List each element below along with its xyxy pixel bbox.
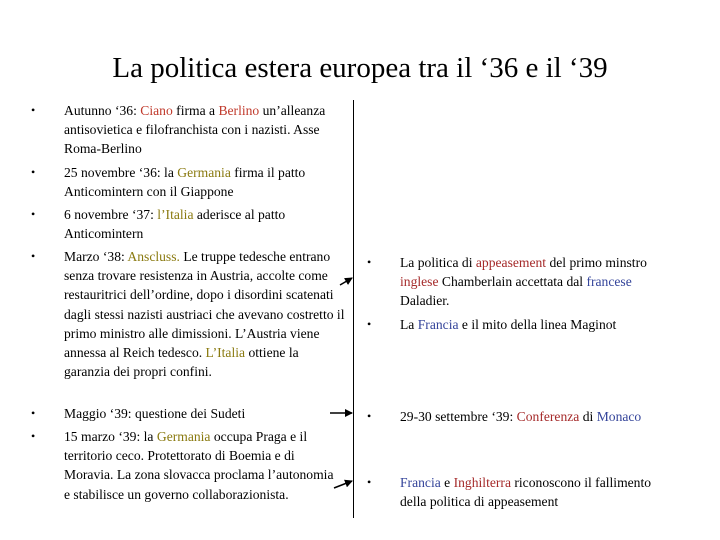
text-segment: Autunno ‘36:: [64, 103, 141, 118]
right-item-text: [400, 409, 641, 424]
text-segment: di: [579, 409, 597, 424]
right-item-text: [400, 255, 647, 308]
text-segment: riconoscono il fallimento della politica di appeasement: [400, 475, 652, 510]
bullet-marker: •: [367, 255, 372, 269]
highlighted-term: L’Italia: [205, 345, 246, 361]
arrow-praga: [334, 481, 352, 488]
text-segment: La: [400, 317, 418, 332]
right-item: [367, 253, 662, 311]
text-segment: aderisce al patto Anticomintern: [64, 207, 286, 242]
text-segment: firma il patto Anticomintern con il Giappone: [64, 165, 306, 200]
text-segment: un’alleanza antisovietica e filofranchista con i nazisti. Asse Roma-Berlino: [64, 103, 326, 157]
text-segment: 25 novembre ‘36: la: [64, 165, 178, 180]
highlighted-term: Conferenza: [516, 409, 580, 424]
bullet-marker: •: [31, 165, 36, 179]
highlighted-term: Germania: [156, 429, 211, 444]
right-item-text: [400, 317, 616, 332]
bullet-marker: •: [31, 207, 36, 221]
text-segment: Maggio ‘39: questione dei Sudeti: [64, 406, 246, 421]
text-segment: firma a: [172, 103, 219, 118]
highlighted-term: Germania: [177, 165, 231, 180]
bullet-marker: •: [31, 249, 36, 263]
slide-title: La politica estera europea tra il ‘36 e il ‘39: [112, 52, 608, 84]
text-segment: Chamberlain accettata dal: [438, 274, 587, 290]
text-segment: 6 novembre ‘37:: [64, 207, 158, 222]
text-segment: 29-30 settembre ‘39:: [400, 409, 517, 424]
text-segment: Daladier.: [400, 293, 450, 309]
highlighted-term: l’Italia: [157, 207, 194, 222]
right-item: [367, 473, 670, 511]
text-segment: occupa Praga e il territorio ceco. Protettorato di Boemia e di Moravia. La zona slovacca proclama l’autonomia e stabilisce un governo collaborazionista.: [64, 429, 334, 502]
bullet-marker: •: [31, 406, 36, 420]
text-segment: ottiene la garanzia dei propri confini.: [64, 345, 299, 380]
highlighted-term: francese: [586, 274, 632, 290]
highlighted-term: Francia: [417, 317, 459, 332]
text-segment: del primo minstro: [546, 255, 647, 270]
highlighted-term: Ciano: [140, 103, 173, 118]
highlighted-term: Francia: [400, 475, 441, 490]
highlighted-term: Inghilterra: [453, 475, 511, 490]
right-item: [367, 315, 665, 334]
text-segment: e il mito della linea Maginot: [458, 317, 617, 332]
bullet-marker: •: [367, 317, 372, 331]
bullet-marker: •: [367, 409, 372, 423]
text-segment: Le truppe tedesche entrano senza trovare resistenza in Austria, accolte come restauritrici dell’ordine, dopo i disordini scatenati dagli stessi nazisti austriaci che avevano costretto il primo ministro alle dimissioni. L’Austria viene annessa al Reich tedesco.: [64, 249, 345, 361]
text-segment: Marzo ‘38:: [64, 249, 128, 264]
arrow-anschluss: [340, 278, 352, 285]
highlighted-term: Berlino: [218, 103, 260, 118]
text-segment: 15 marzo ‘39: la: [64, 429, 157, 444]
bullet-marker: •: [367, 475, 372, 489]
highlighted-term: inglese: [400, 274, 439, 290]
right-item-text: [400, 475, 651, 509]
right-item: [367, 407, 662, 426]
highlighted-term: Anscluss.: [127, 249, 180, 264]
bullet-marker: •: [31, 103, 36, 117]
text-segment: e: [440, 475, 454, 490]
highlighted-term: Monaco: [596, 409, 642, 424]
highlighted-term: appeasement: [475, 255, 547, 270]
bullet-marker: •: [31, 429, 36, 443]
text-segment: La politica di: [400, 255, 476, 270]
